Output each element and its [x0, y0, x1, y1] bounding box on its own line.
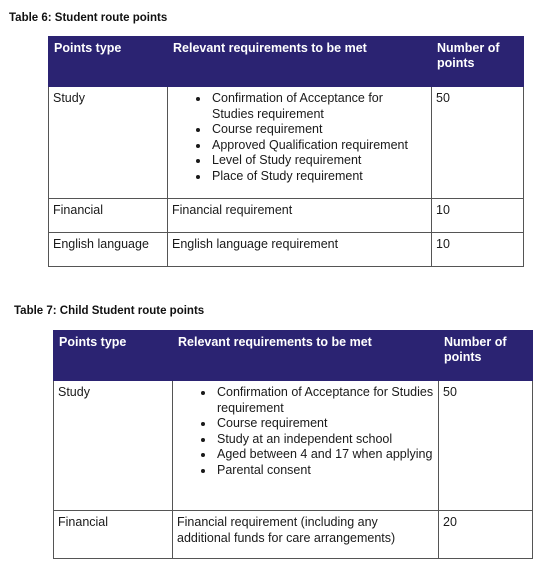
header-number-of-points: Number of points	[432, 37, 524, 87]
requirements-cell: English language requirement	[168, 233, 432, 267]
table-row	[54, 381, 533, 511]
list-item: • Course requirement	[215, 416, 434, 432]
points-type-cell: English language	[49, 233, 168, 267]
table-row	[49, 87, 524, 199]
table-row	[54, 511, 533, 559]
points-cell: 20	[439, 511, 533, 559]
points-cell: 10	[432, 233, 524, 267]
list-item: • Confirmation of Acceptance for Studies requirement	[210, 91, 427, 122]
requirements-list	[172, 91, 427, 184]
header-points-type: Points type	[49, 37, 168, 87]
header-requirements: Relevant requirements to be met	[168, 37, 432, 87]
header-points-type: Points type	[54, 331, 173, 381]
table-row	[49, 199, 524, 233]
requirements-list	[177, 385, 434, 478]
requirements-cell: Financial requirement	[168, 199, 432, 233]
points-type-cell: Study	[49, 87, 168, 199]
points-cell: 50	[432, 87, 524, 199]
list-item: • Parental consent	[215, 463, 434, 479]
points-type-cell: Financial	[49, 199, 168, 233]
points-type-cell: Financial	[54, 511, 173, 559]
table-7	[53, 330, 533, 559]
header-requirements: Relevant requirements to be met	[173, 331, 439, 381]
points-cell: 50	[439, 381, 533, 511]
table-header-row	[54, 331, 533, 381]
list-item: • Place of Study requirement	[210, 169, 427, 185]
table-header-row	[49, 37, 524, 87]
list-item: • Study at an independent school	[215, 432, 434, 448]
requirements-cell	[173, 381, 439, 511]
table-6-caption: Table 6: Student route points	[9, 12, 168, 24]
table-row	[49, 233, 524, 267]
requirements-cell	[168, 87, 432, 199]
requirements-cell: Financial requirement (including any additional funds for care arrangements)	[173, 511, 439, 559]
list-item: • Approved Qualification requirement	[210, 138, 427, 154]
list-item: • Confirmation of Acceptance for Studies requirement	[215, 385, 434, 416]
points-cell: 10	[432, 199, 524, 233]
table-6	[48, 36, 524, 267]
list-item: • Level of Study requirement	[210, 153, 427, 169]
table-7-caption: Table 7: Child Student route points	[14, 305, 205, 317]
header-number-of-points: Number of points	[439, 331, 533, 381]
points-type-cell: Study	[54, 381, 173, 511]
list-item: • Course requirement	[210, 122, 427, 138]
list-item: • Aged between 4 and 17 when applying	[215, 447, 434, 463]
